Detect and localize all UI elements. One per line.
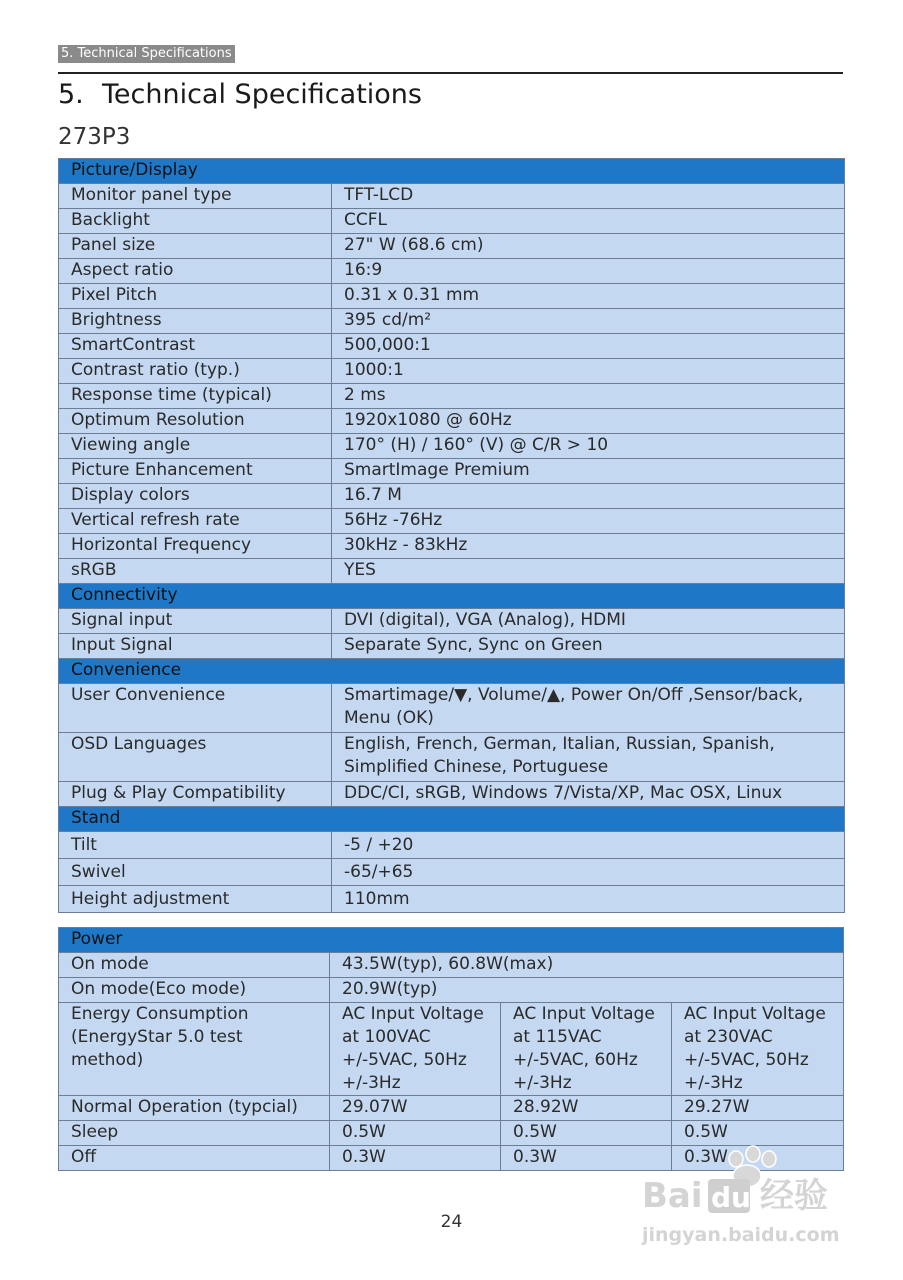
spec-value: 500,000:1 [332,334,845,359]
spec-label: Vertical refresh rate [59,509,332,534]
spec-value: 29.27W [672,1096,844,1121]
spec-label: Tilt [59,832,332,859]
svg-text:du: du [711,1181,751,1214]
spec-value: 56Hz -76Hz [332,509,845,534]
model-name: 273P3 [58,124,131,150]
spec-label: Swivel [59,859,332,886]
spec-value: English, French, German, Italian, Russian, Spanish, Simplified Chinese, Portuguese [332,733,845,782]
table-row [59,259,845,284]
spec-label: Height adjustment [59,886,332,913]
table-row [59,184,845,209]
baidu-watermark-logo [638,1145,853,1250]
table-row [59,309,845,334]
spec-label: Normal Operation (typcial) [59,1096,330,1121]
spec-value: 30kHz - 83kHz [332,534,845,559]
spec-value: 1920x1080 @ 60Hz [332,409,845,434]
spec-label: Backlight [59,209,332,234]
section-heading-convenience: Convenience [59,659,845,684]
svg-text:Bai: Bai [642,1176,703,1216]
spec-value: SmartImage Premium [332,459,845,484]
spec-value: 0.3W [672,1146,844,1171]
table-row [59,534,845,559]
spec-value: Separate Sync, Sync on Green [332,634,845,659]
spec-label: Optimum Resolution [59,409,332,434]
header-rule [58,72,843,74]
spec-label: Picture Enhancement [59,459,332,484]
table-row [59,359,845,384]
spec-value: -65/+65 [332,859,845,886]
spec-label: Off [59,1146,330,1171]
table-row [59,284,845,309]
spec-value: -5 / +20 [332,832,845,859]
spec-value: 43.5W(typ), 60.8W(max) [330,953,844,978]
section-title: Technical Specifications [102,79,422,110]
spec-value: 16:9 [332,259,845,284]
spec-table-main [58,158,845,913]
spec-value: TFT-LCD [332,184,845,209]
spec-label: On mode [59,953,330,978]
running-header-tag: 5. Technical Specifications [58,45,235,63]
watermark-url: jingyan.baidu.com [642,1224,840,1246]
table-row [59,886,845,913]
spec-value: 27" W (68.6 cm) [332,234,845,259]
table-row [59,334,845,359]
table-row [59,953,844,978]
spec-value: 16.7 M [332,484,845,509]
watermark-brand [642,1176,828,1216]
page-number: 24 [440,1212,463,1232]
spec-label: Contrast ratio (typ.) [59,359,332,384]
section-heading-power: Power [59,928,844,953]
table-row [59,209,845,234]
spec-label: Horizontal Frequency [59,534,332,559]
spec-label: Input Signal [59,634,332,659]
spec-label: Viewing angle [59,434,332,459]
table-row [59,509,845,534]
spec-value: 395 cd/m² [332,309,845,334]
page-title [58,76,422,114]
spec-label: Response time (typical) [59,384,332,409]
table-row [59,234,845,259]
table-row [59,684,845,733]
spec-label: Display colors [59,484,332,509]
spec-value: 29.07W [330,1096,501,1121]
spec-label: Monitor panel type [59,184,332,209]
table-row [59,459,845,484]
table-row [59,609,845,634]
table-row [59,832,845,859]
spec-label: SmartContrast [59,334,332,359]
test-condition-100vac: AC Input Voltage at 100VAC +/-5VAC, 50Hz +/-3Hz [330,1003,501,1096]
spec-value: 2 ms [332,384,845,409]
spec-value: 170° (H) / 160° (V) @ C/R > 10 [332,434,845,459]
spec-value: DDC/CI, sRGB, Windows 7/Vista/XP, Mac OSX, Linux [332,782,845,807]
spec-label: Aspect ratio [59,259,332,284]
table-row [59,859,845,886]
spec-label: Sleep [59,1121,330,1146]
table-row [59,384,845,409]
svg-text:经验: 经验 [760,1176,828,1216]
spec-value: 0.3W [330,1146,501,1171]
spec-value: 20.9W(typ) [330,978,844,1003]
spec-label: Signal input [59,609,332,634]
section-heading-picture-display: Picture/Display [59,159,845,184]
spec-label: Plug & Play Compatibility [59,782,332,807]
table-row [59,978,844,1003]
table-row [59,409,845,434]
spec-value: 0.3W [501,1146,672,1171]
spec-value: YES [332,559,845,584]
table-row [59,559,845,584]
table-row [59,634,845,659]
spec-label: Energy Consumption (EnergyStar 5.0 test method) [59,1003,330,1096]
spec-label: Brightness [59,309,332,334]
spec-value: 28.92W [501,1096,672,1121]
spec-label: On mode(Eco mode) [59,978,330,1003]
spec-value: DVI (digital), VGA (Analog), HDMI [332,609,845,634]
spec-value: 0.5W [501,1121,672,1146]
test-condition-115vac: AC Input Voltage at 115VAC +/-5VAC, 60Hz +/-3Hz [501,1003,672,1096]
spec-label: Panel size [59,234,332,259]
table-row [59,782,845,807]
spec-table-power [58,927,844,1171]
spec-label: OSD Languages [59,733,332,782]
spec-value: 0.5W [672,1121,844,1146]
test-condition-230vac: AC Input Voltage at 230VAC +/-5VAC, 50Hz +/-3Hz [672,1003,844,1096]
table-row [59,434,845,459]
spec-label: sRGB [59,559,332,584]
spec-label: Pixel Pitch [59,284,332,309]
spec-value: CCFL [332,209,845,234]
table-row [59,1003,844,1096]
section-number: 5. [58,79,84,110]
spec-value: 0.31 x 0.31 mm [332,284,845,309]
spec-value: 0.5W [330,1121,501,1146]
table-row [59,484,845,509]
table-row [59,733,845,782]
spec-label: User Convenience [59,684,332,733]
section-heading-stand: Stand [59,807,845,832]
table-row [59,1096,844,1121]
section-heading-connectivity: Connectivity [59,584,845,609]
spec-value: 110mm [332,886,845,913]
spec-value: Smartimage/▼, Volume/▲, Power On/Off ,Sensor/back, Menu (OK) [332,684,845,733]
spec-value: 1000:1 [332,359,845,384]
table-row [59,1121,844,1146]
